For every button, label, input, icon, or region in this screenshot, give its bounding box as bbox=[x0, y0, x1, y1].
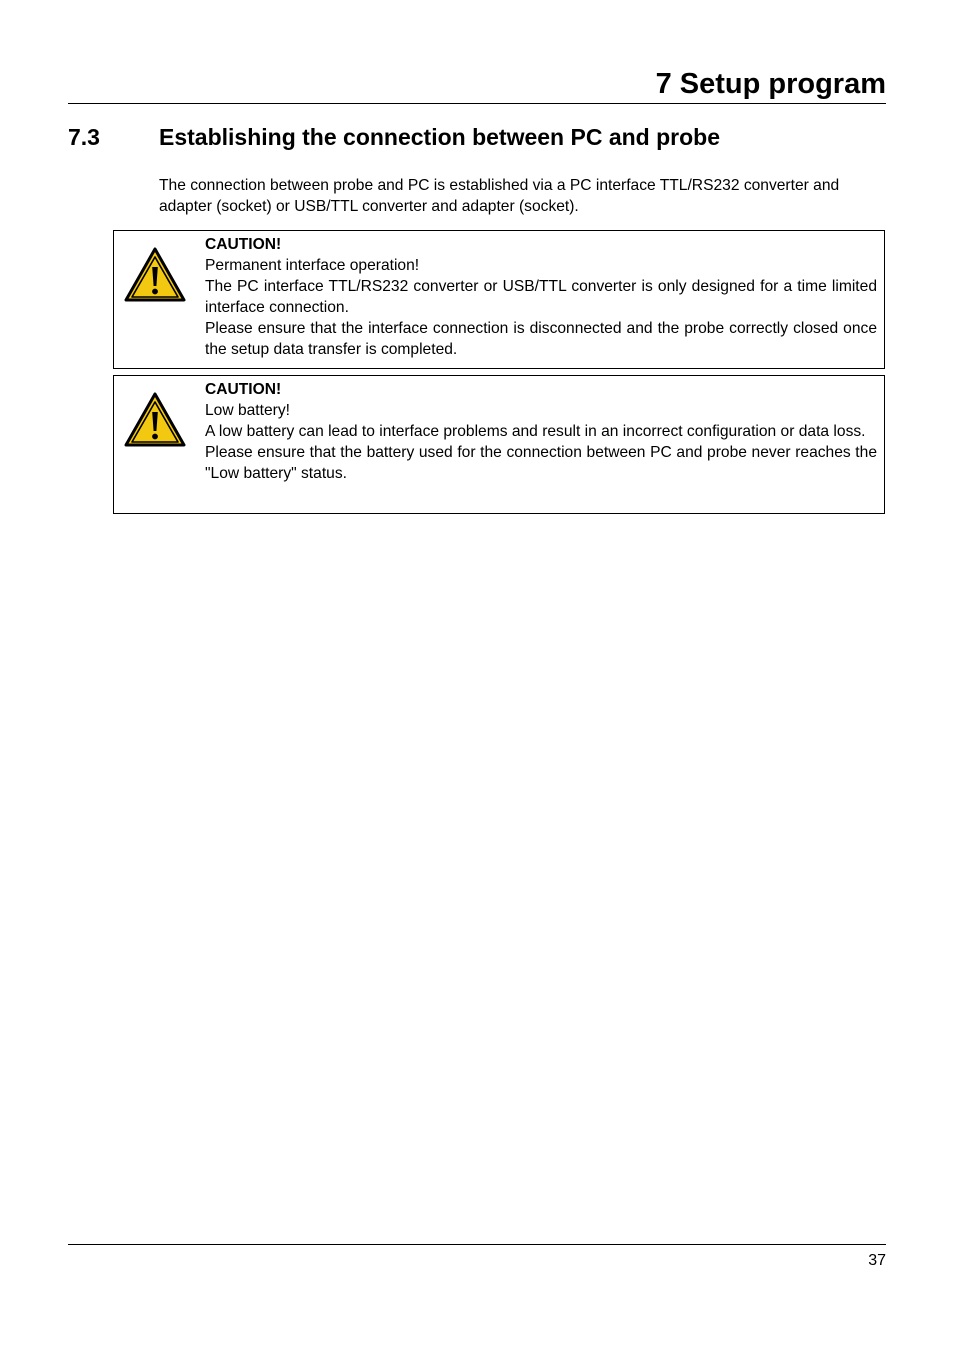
section-title: Establishing the connection between PC and probe bbox=[159, 124, 721, 150]
caution-box-battery bbox=[113, 375, 885, 514]
warning-triangle-icon bbox=[123, 246, 187, 303]
caution-line: Please ensure that the battery used for the connection between PC and probe never reaches the "Low battery" status. bbox=[205, 444, 877, 482]
footer-rule bbox=[68, 1244, 886, 1245]
caution-line: A low battery can lead to interface problems and result in an incorrect configuration or data loss. bbox=[205, 423, 866, 440]
caution-text bbox=[205, 379, 877, 484]
caution-label: CAUTION! bbox=[205, 236, 282, 253]
caution-line: The PC interface TTL/RS232 converter or USB/TTL converter is only designed for a time limited interface connection. bbox=[205, 278, 877, 316]
chapter-title: 7 Setup program bbox=[655, 68, 886, 100]
section-number: 7.3 bbox=[68, 124, 100, 150]
section-heading bbox=[68, 122, 886, 152]
warning-triangle-icon bbox=[123, 391, 187, 448]
caution-text bbox=[205, 234, 877, 360]
caution-subtitle: Low battery! bbox=[205, 402, 290, 419]
intro-paragraph: The connection between probe and PC is established via a PC interface TTL/RS232 converter and adapter (socket) or USB/TTL converter and adapter (socket). bbox=[159, 177, 840, 215]
caution-subtitle: Permanent interface operation! bbox=[205, 257, 420, 274]
caution-box-interface bbox=[113, 230, 885, 369]
header-rule bbox=[68, 103, 886, 104]
caution-label: CAUTION! bbox=[205, 381, 282, 398]
caution-line: Please ensure that the interface connection is disconnected and the probe correctly closed once the setup data transfer is completed. bbox=[205, 320, 877, 358]
page-number: 37 bbox=[868, 1252, 886, 1269]
